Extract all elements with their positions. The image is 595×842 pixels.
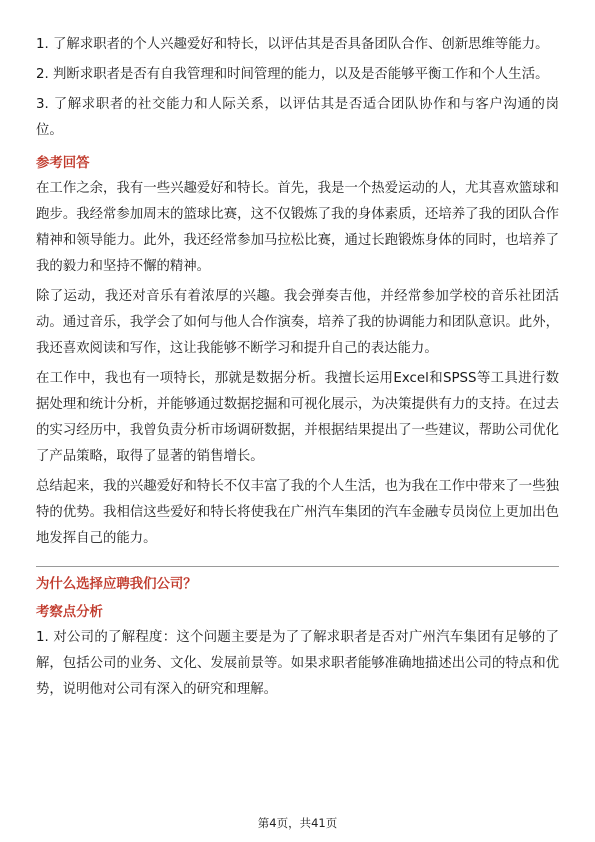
page-content — [36, 32, 559, 707]
section-divider — [36, 566, 559, 567]
intro-point-1: 1. 了解求职者的个人兴趣爱好和特长，以评估其是否具备团队合作、创新思维等能力。 — [36, 37, 549, 52]
answer-paragraph-3: 在工作中，我也有一项特长，那就是数据分析。我擅长运用Excel和SPSS等工具进行数据处理和统计分析，并能够通过数据挖掘和可视化展示，为决策提供有力的支持。在过去的实习经历中，我曾负责分析市场调研数据，并根据结果提出了一些建议，帮助公司优化了产品策略，取得了显著的销售增长。 — [36, 371, 559, 464]
question-title: 为什么选择应聘我们公司？ — [36, 577, 197, 592]
intro-point-2: 2. 判断求职者是否有自我管理和时间管理的能力，以及是否能够平衡工作和个人生活。 — [36, 67, 549, 82]
reference-answer-heading: 参考回答 — [36, 156, 90, 171]
answer-paragraph-2: 除了运动，我还对音乐有着浓厚的兴趣。我会弹奏吉他，并经常参加学校的音乐社团活动。通过音乐，我学会了如何与他人合作演奏，培养了我的协调能力和团队意识。此外，我还喜欢阅读和写作，这让我能够不断学习和提升自己的表达能力。 — [36, 289, 559, 356]
answer-paragraph-4: 总结起来，我的兴趣爱好和特长不仅丰富了我的个人生活，也为我在工作中带来了一些独特的优势。我相信这些爱好和特长将使我在广州汽车集团的汽车金融专员岗位上更加出色地发挥自己的能力。 — [36, 479, 559, 546]
page-footer: 第4页，共41页 — [257, 816, 338, 830]
answer-paragraph-1: 在工作之余，我有一些兴趣爱好和特长。首先，我是一个热爱运动的人，尤其喜欢篮球和跑步。我经常参加周末的篮球比赛，这不仅锻炼了我的身体素质，还培养了我的团队合作精神和领导能力。此外，我还经常参加马拉松比赛，通过长跑锻炼身体的同时，也培养了我的毅力和坚持不懈的精神。 — [36, 181, 559, 274]
analysis-heading: 考察点分析 — [36, 605, 103, 620]
intro-point-3: 3. 了解求职者的社交能力和人际关系，以评估其是否适合团队协作和与客户沟通的岗位。 — [36, 97, 559, 138]
analysis-point-1: 1. 对公司的了解程度：这个问题主要是为了了解求职者是否对广州汽车集团有足够的了解，包括公司的业务、文化、发展前景等。如果求职者能够准确地描述出公司的特点和优势，说明他对公司有深入的研究和理解。 — [36, 630, 559, 697]
